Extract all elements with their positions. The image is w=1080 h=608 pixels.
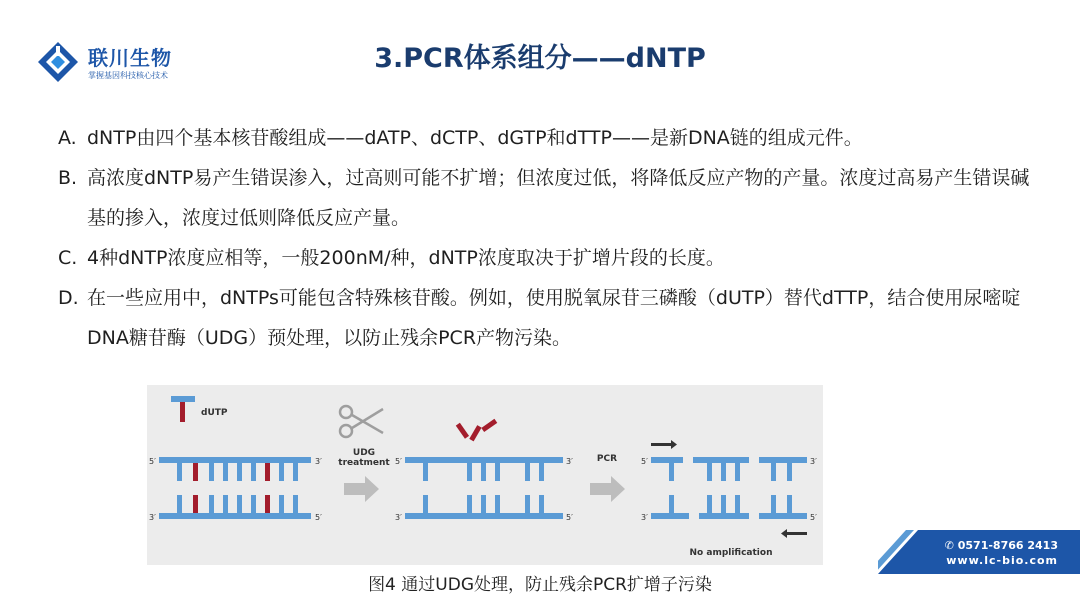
prime-label: 5′ [641,457,648,466]
udg-diagram [147,385,823,565]
legend-label: dUTP [201,408,228,418]
dutp-legend-icon [171,396,195,422]
item-text: 高浓度dNTP易产生错误渗入，过高则可能不扩增；但浓度过低，将降低反应产物的产量。浓度过高易产生错误碱基的掺入，浓度过低则降低反应产量。 [87,167,1030,229]
dna-duplex-abasic [405,457,563,519]
arrow-icon [590,476,625,502]
item-text: dNTP由四个基本核苷酸组成——dATP、dCTP、dGTP和dTTP——是新DNA链的组成元件。 [87,127,863,149]
list-item [58,158,1048,238]
list-item [58,238,1048,278]
prime-label: 3′ [395,513,402,522]
result-label: No amplification [689,548,773,558]
prime-label: 3′ [149,513,156,522]
step1-label: treatment [338,458,390,468]
prime-label: 5′ [149,457,156,466]
dna-duplex-with-dutp [159,457,311,519]
figure-caption: 图4 通过UDG处理，防止残余PCR扩增子污染 [368,575,712,595]
scissors-icon [340,406,383,437]
step2-label: PCR [596,454,618,464]
prime-label: 5′ [810,513,817,522]
prime-label: 3′ [810,457,817,466]
content-list [58,118,1048,358]
list-item [58,278,1048,358]
prime-label: 3′ [641,513,648,522]
logo-slogan: 掌握基因科技核心技术 [88,71,168,80]
dna-duplex-fragmented [651,457,807,519]
slide-title: 3.PCR体系组分——dNTP [374,43,706,74]
item-marker: A. [58,127,77,149]
list-item [58,118,1048,158]
item-marker: B. [58,167,78,189]
excised-uracil-icon [456,419,498,442]
website-link[interactable]: www.lc-bio.com [946,554,1058,567]
logo-name: 联川生物 [88,46,172,70]
primer-arrow-icon [651,440,807,538]
phone-number: ✆ 0571-8766 2413 [944,539,1058,552]
prime-label: 3′ [566,457,573,466]
item-text: 在一些应用中，dNTPs可能包含特殊核苷酸。例如，使用脱氧尿苷三磷酸（dUTP）替代dTTP，结合使用尿嘧啶DNA糖苷酶（UDG）预处理，以防止残余PCR产物污染。 [87,287,1021,349]
item-text: 4种dNTP浓度应相等，一般200nM/种，dNTP浓度取决于扩增片段的长度。 [87,247,725,269]
step1-label: UDG [352,448,376,458]
prime-label: 5′ [395,457,402,466]
item-marker: D. [58,287,79,309]
prime-label: 5′ [315,513,322,522]
prime-label: 5′ [566,513,573,522]
item-marker: C. [58,247,78,269]
contact-badge [878,530,1080,574]
arrow-icon [344,476,379,502]
prime-label: 3′ [315,457,322,466]
